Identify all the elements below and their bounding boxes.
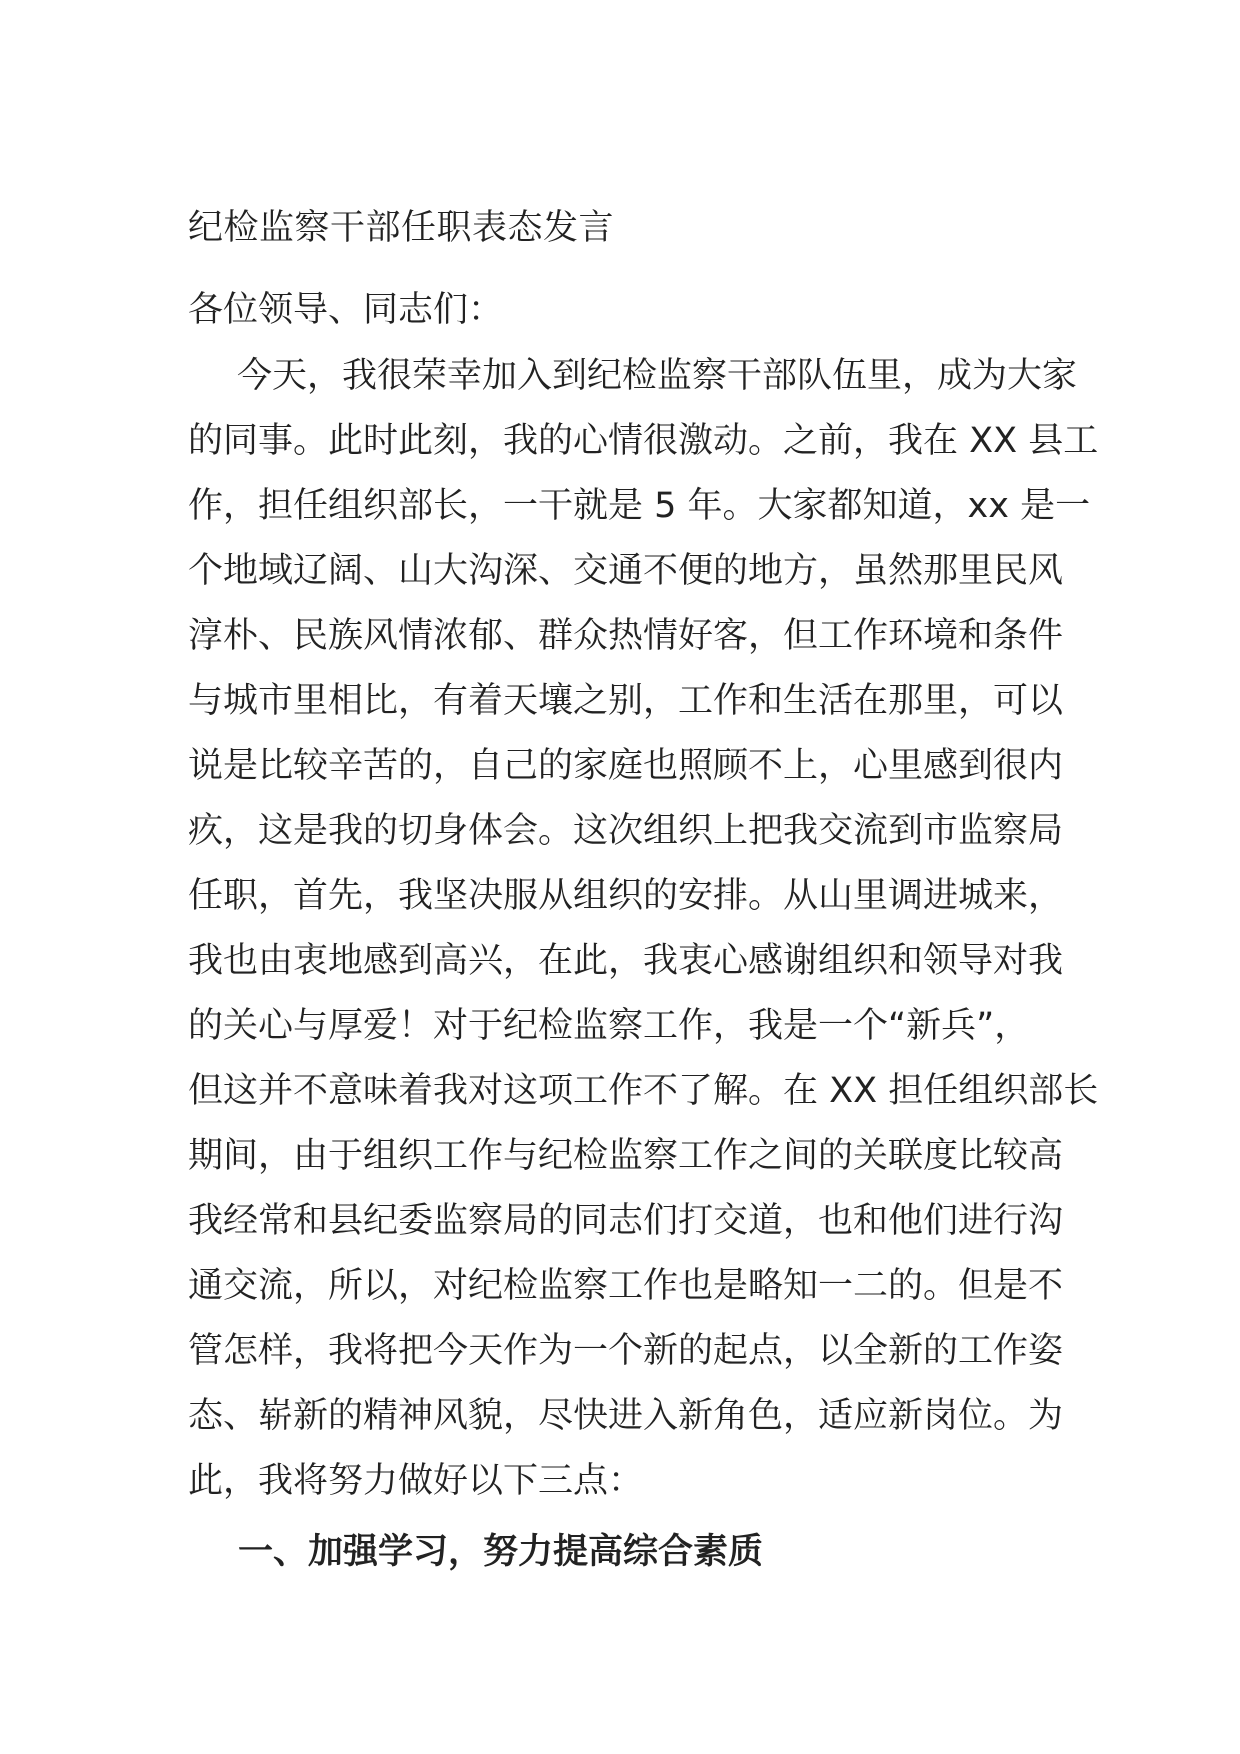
paragraph-line: 任职，首先，我坚决服从组织的安排。从山里调进城来， xyxy=(188,876,1064,916)
paragraph-line: 此，我将努力做好以下三点： xyxy=(188,1461,644,1501)
paragraph-line: 作，担任组织部长，一干就是 5 年。大家都知道，xx 是一 xyxy=(188,486,1091,526)
paragraph-line: 的同事。此时此刻，我的心情很激动。之前，我在 XX 县工 xyxy=(188,421,1099,461)
paragraph-line: 个地域辽阔、山大沟深、交通不便的地方，虽然那里民风 xyxy=(188,551,1064,591)
paragraph-line: 我经常和县纪委监察局的同志们打交道，也和他们进行沟 xyxy=(188,1201,1064,1241)
paragraph-line: 期间，由于组织工作与纪检监察工作之间的关联度比较高 xyxy=(188,1136,1064,1176)
paragraph-line: 通交流，所以，对纪检监察工作也是略知一二的。但是不 xyxy=(188,1266,1064,1306)
paragraph-line: 的关心与厚爱！对于纪检监察工作，我是一个“新兵”， xyxy=(188,1006,1030,1046)
paragraph-line: 态、崭新的精神风貌，尽快进入新角色，适应新岗位。为 xyxy=(188,1396,1064,1436)
salutation: 各位领导、同志们： xyxy=(188,290,504,330)
paragraph-line: 今天，我很荣幸加入到纪检监察干部队伍里，成为大家 xyxy=(237,356,1078,396)
paragraph-line: 但这并不意味着我对这项工作不了解。在 XX 担任组织部长 xyxy=(188,1071,1099,1111)
paragraph-line: 我也由衷地感到高兴，在此，我衷心感谢组织和领导对我 xyxy=(188,941,1064,981)
paragraph-line: 说是比较辛苦的，自己的家庭也照顾不上，心里感到很内 xyxy=(188,746,1064,786)
paragraph-line: 与城市里相比，有着天壤之别，工作和生活在那里，可以 xyxy=(188,681,1064,721)
section-heading: 一、加强学习，努力提高综合素质 xyxy=(238,1532,764,1572)
document-title: 纪检监察干部任职表态发言 xyxy=(188,208,615,248)
paragraph-line: 淳朴、民族风情浓郁、群众热情好客，但工作环境和条件 xyxy=(188,616,1064,656)
body-paragraph xyxy=(188,352,1099,1522)
paragraph-line: 疚，这是我的切身体会。这次组织上把我交流到市监察局 xyxy=(188,811,1064,851)
paragraph-line: 管怎样，我将把今天作为一个新的起点，以全新的工作姿 xyxy=(188,1331,1064,1371)
